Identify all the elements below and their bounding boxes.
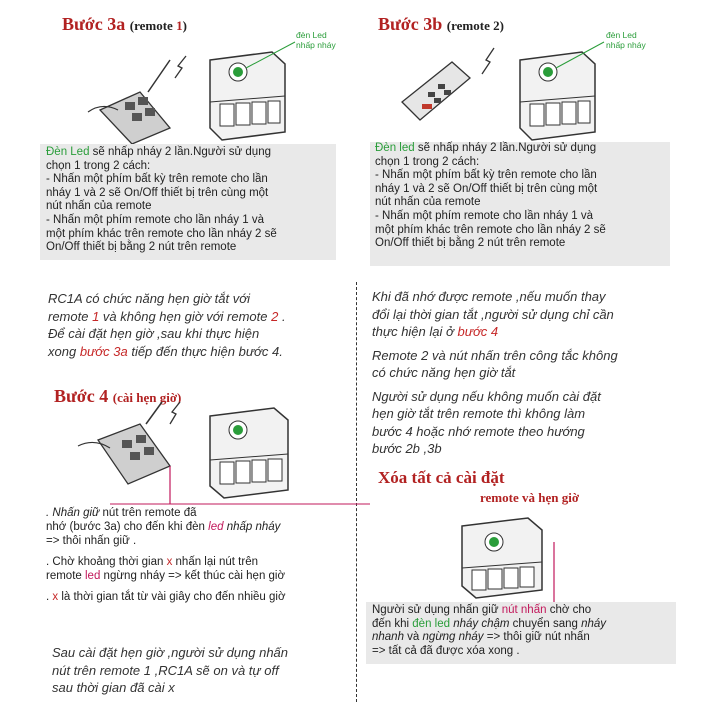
remote-1-icon [88,60,170,144]
led-green-icon [543,67,553,77]
remote-2-icon [402,62,470,120]
led-green-icon [233,425,243,435]
reset-instructions: Người sử dụng nhấn giữ nút nhấn chờ cho đến khi đèn led nháy chậm chuyển sang nháy nhanh và ngừng nháy => thôi giữ nút nhấn => tất cả đã được xóa xong . [372,604,607,657]
step3b-heading: Bước 3b (remote 2) [378,14,504,34]
step4-illustration [70,400,340,510]
step3a-heading: Bước 3a (remote 1) [62,14,187,34]
remote-1-icon [78,402,170,484]
after-timer-paragraph: Sau cài đặt hẹn giờ ,người sử dụng nhấn nút trên remote 1 ,RC1A sẽ on và tự off sau thời gian đã cài x [52,645,289,695]
reset-illustration [452,512,572,604]
signal-icon [175,56,186,78]
switch-module-icon [210,408,288,498]
step3a-illustration [80,40,350,145]
switch-module-icon [520,42,604,140]
switch-module-icon [210,42,295,140]
column-divider [356,282,357,702]
right-paragraphs: Khi đã nhớ được remote ,nếu muốn thay đổi lại thời gian tắt ,người sử dụng chỉ cần thực hiện lại ở bước 4 Remote 2 và nút nhấn trên công tắc không có chức năng hẹn giờ tắt Người sử dụng nếu không muốn cài đặt hẹn giờ tắt trên remote thì không làm bước 4 hoặc nhớ remote theo hướng bước 2b ,3b [372,289,618,456]
step3a-led-label: đèn Led nhấp nháy [296,30,336,50]
led-green-icon [489,537,499,547]
step3b-led-label: đèn Led nhấp nháy [606,30,646,50]
signal-icon [482,48,494,74]
led-green-icon [233,67,243,77]
step4-heading: Bước 4 (cài hẹn giờ) [54,386,182,406]
step4-instructions: . Nhấn giữ nút trên remote đã nhớ (bước 3a) cho đến khi đèn led nhấp nháy => thôi nhấn giữ . . Chờ khoảng thời gian x nhấn lại nút trên remote led ngừng nháy => kết thúc cài hẹn giờ . x là thời gian tắt từ vài giây cho đến nhiều giờ [46,507,286,603]
step3b-description: Đèn led sẽ nhấp nháy 2 lần.Người sử dụng chọn 1 trong 2 cách: - Nhấn một phím bất kỳ trên remote cho lần nháy 1 và 2 sẽ On/Off thiết bị trên cùng một nút nhấn của remote - Nhấn một phím remote cho lần nháy 1 và một phím khác trên remote cho lần nháy 2 sẽ On/Off thiết bị bằng 2 nút trên remote [375,142,606,250]
rc1a-paragraph: RC1A có chức năng hẹn giờ tắt với remote 1 và không hẹn giờ với remote 2 . Để cài đặt hẹn giờ ,sau khi thực hiện xong bước 3a tiếp đến thực hiện bước 4. [48,291,286,359]
signal-icon [170,402,180,424]
step3a-description: Đèn Led sẽ nhấp nháy 2 lần.Người sử dụng chọn 1 trong 2 cách: - Nhấn một phím bất kỳ trên remote cho lần nháy 1 và 2 sẽ On/Off thiết bị trên cùng một nút nhấn của remote - Nhấn một phím remote cho lần nháy 1 và một phím khác trên remote cho lần nháy 2 sẽ On/Off thiết bị bằng 2 nút trên remote [46,146,277,254]
step3b-illustration [392,40,662,145]
switch-module-icon [462,518,542,598]
reset-heading: Xóa tất cả cài đặt [378,468,505,487]
reset-subheading: remote và hẹn giờ [480,490,580,505]
